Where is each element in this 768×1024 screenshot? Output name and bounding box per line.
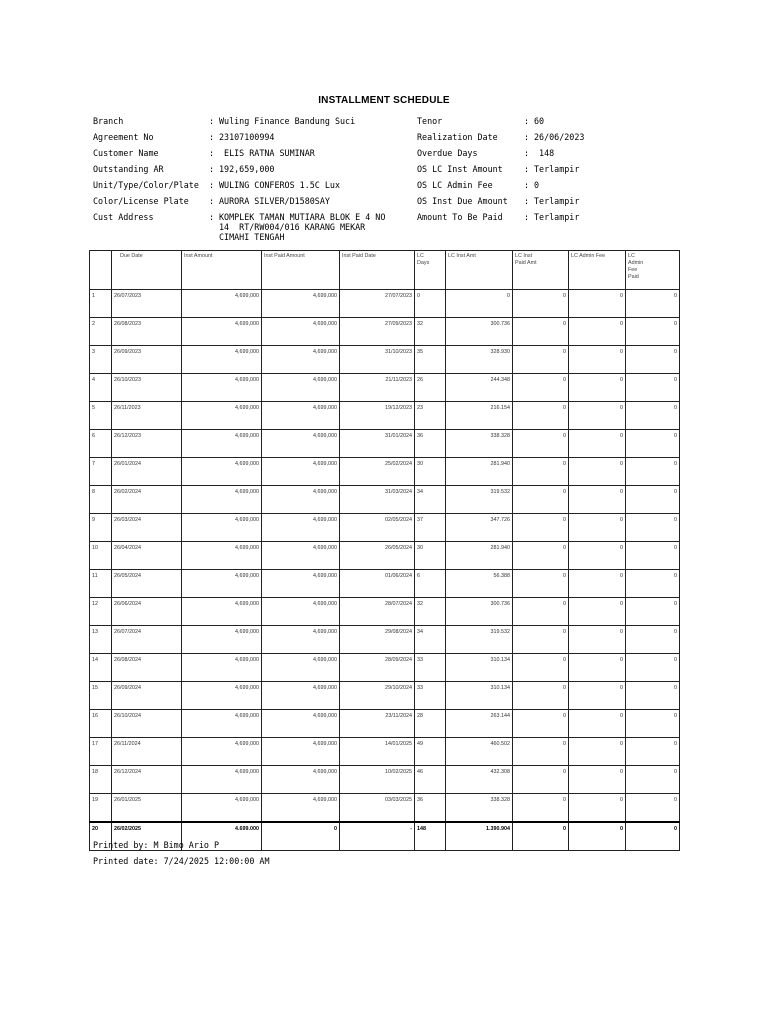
table-cell: 338.328 xyxy=(446,430,513,458)
table-cell: 0 xyxy=(569,794,626,823)
left-label-1: Agreement No xyxy=(93,132,154,142)
table-cell: 0 xyxy=(513,374,569,402)
table-cell: 10/02/2025 xyxy=(340,766,415,794)
left-value-6: KOMPLEK TAMAN MUTIARA BLOK E 4 NO 14 RT/RW004/016 KARANG MEKAR CIMAHI TENGAH xyxy=(219,212,386,242)
table-cell: 0 xyxy=(262,822,340,851)
table-cell: 0 xyxy=(513,738,569,766)
table-cell: 4 xyxy=(90,374,112,402)
table-cell: 4,699,000 xyxy=(262,318,340,346)
table-cell: 32 xyxy=(415,598,446,626)
table-row xyxy=(90,486,680,514)
table-cell: 328.930 xyxy=(446,346,513,374)
right-value-4: 0 xyxy=(534,180,540,190)
right-value-1: 26/06/2023 xyxy=(534,132,585,142)
right-colon-1: : xyxy=(524,132,530,142)
table-cell: 7 xyxy=(90,458,112,486)
table-row xyxy=(90,374,680,402)
table-cell: 0 xyxy=(446,290,513,318)
table-cell: 0 xyxy=(513,570,569,598)
table-cell: 4,699,000 xyxy=(262,402,340,430)
table-cell: 0 xyxy=(513,598,569,626)
left-colon-4: : xyxy=(209,180,215,190)
table-cell: 0 xyxy=(626,290,680,318)
table-cell: 34 xyxy=(415,486,446,514)
table-cell: 0 xyxy=(626,542,680,570)
column-header-4: Inst Paid Date xyxy=(340,251,415,290)
table-cell: 0 xyxy=(513,290,569,318)
table-cell: 5 xyxy=(90,402,112,430)
table-cell: 0 xyxy=(626,514,680,542)
right-colon-5: : xyxy=(524,196,530,206)
table-cell: 26/06/2024 xyxy=(112,598,182,626)
column-header-3: Inst Paid Amount xyxy=(262,251,340,290)
table-cell: 4,699,000 xyxy=(182,318,262,346)
table-cell: 0 xyxy=(513,682,569,710)
table-cell: 0 xyxy=(569,654,626,682)
table-cell: 12 xyxy=(90,598,112,626)
table-cell: 0 xyxy=(626,766,680,794)
table-cell: 0 xyxy=(569,430,626,458)
table-cell: 0 xyxy=(513,458,569,486)
right-label-0: Tenor xyxy=(417,116,443,126)
table-cell: 4,699,000 xyxy=(182,654,262,682)
table-cell: 347.726 xyxy=(446,514,513,542)
column-header-8: LC Admin Fee xyxy=(569,251,626,290)
table-cell: 36 xyxy=(415,430,446,458)
table-cell: 36 xyxy=(415,794,446,823)
table-cell: 31/03/2024 xyxy=(340,486,415,514)
document-title: INSTALLMENT SCHEDULE xyxy=(318,95,450,106)
table-cell: 0 xyxy=(569,318,626,346)
table-row xyxy=(90,542,680,570)
table-cell: 0 xyxy=(569,570,626,598)
table-cell: 4.699.000 xyxy=(182,822,262,851)
table-cell: 27/09/2023 xyxy=(340,318,415,346)
table-row xyxy=(90,794,680,823)
table-cell: 432.308 xyxy=(446,766,513,794)
table-cell: 26/11/2024 xyxy=(112,738,182,766)
table-cell: 4,699,000 xyxy=(262,570,340,598)
table-cell: 0 xyxy=(569,486,626,514)
column-header-0 xyxy=(90,251,112,290)
table-cell: 0 xyxy=(626,346,680,374)
table-cell: 1.390.904 xyxy=(446,822,513,851)
right-colon-2: : xyxy=(524,148,530,158)
table-cell: 23 xyxy=(415,402,446,430)
table-cell: 263.144 xyxy=(446,710,513,738)
table-cell: 14 xyxy=(90,654,112,682)
table-cell: 4,699,000 xyxy=(262,374,340,402)
table-row xyxy=(90,626,680,654)
left-value-3: 192,659,000 xyxy=(219,164,275,174)
installment-schedule-table xyxy=(89,250,680,851)
table-cell: 4,699,000 xyxy=(262,542,340,570)
table-cell: 16 xyxy=(90,710,112,738)
table-cell: 0 xyxy=(513,430,569,458)
table-cell: 0 xyxy=(569,374,626,402)
table-cell: 31/01/2024 xyxy=(340,430,415,458)
table-cell: 4,699,000 xyxy=(262,346,340,374)
table-cell: 33 xyxy=(415,654,446,682)
table-row xyxy=(90,402,680,430)
left-value-2: ELIS RATNA SUMINAR xyxy=(219,148,315,158)
table-row xyxy=(90,570,680,598)
printed-date-label: Printed date: xyxy=(93,856,159,866)
table-cell: 29/10/2024 xyxy=(340,682,415,710)
table-cell: 56.388 xyxy=(446,570,513,598)
table-cell: 4,699,000 xyxy=(182,402,262,430)
table-cell: 0 xyxy=(569,542,626,570)
table-cell: 26/05/2024 xyxy=(340,542,415,570)
table-row xyxy=(90,710,680,738)
table-cell: 460.502 xyxy=(446,738,513,766)
table-cell: 1 xyxy=(90,290,112,318)
table-cell: 148 xyxy=(415,822,446,851)
table-cell: 300.736 xyxy=(446,318,513,346)
left-label-0: Branch xyxy=(93,116,124,126)
column-header-2: Inst Amount xyxy=(182,251,262,290)
table-cell: 0 xyxy=(569,710,626,738)
table-cell: 0 xyxy=(513,654,569,682)
table-cell: 4,699,000 xyxy=(182,738,262,766)
table-cell: 4,699,000 xyxy=(182,290,262,318)
table-cell: 0 xyxy=(513,710,569,738)
table-cell: 3 xyxy=(90,346,112,374)
table-cell: 14/01/2025 xyxy=(340,738,415,766)
table-cell: 4,699,000 xyxy=(182,486,262,514)
table-cell: 0 xyxy=(569,822,626,851)
table-cell: 0 xyxy=(626,374,680,402)
table-cell: 4,699,000 xyxy=(262,514,340,542)
left-colon-3: : xyxy=(209,164,215,174)
table-cell: 0 xyxy=(626,402,680,430)
table-cell: 0 xyxy=(626,822,680,851)
table-cell: 49 xyxy=(415,738,446,766)
table-cell: 4,699,000 xyxy=(262,710,340,738)
table-cell: 8 xyxy=(90,486,112,514)
table-cell: 17 xyxy=(90,738,112,766)
table-cell: 0 xyxy=(513,346,569,374)
left-colon-2: : xyxy=(209,148,215,158)
right-label-1: Realization Date xyxy=(417,132,498,142)
table-cell: 26/07/2023 xyxy=(112,290,182,318)
left-value-0: Wuling Finance Bandung Suci xyxy=(219,116,356,126)
table-cell: 15 xyxy=(90,682,112,710)
table-cell: 0 xyxy=(626,738,680,766)
table-cell: 4,699,000 xyxy=(182,374,262,402)
table-row xyxy=(90,682,680,710)
table-cell: 30 xyxy=(415,458,446,486)
table-cell: 26/02/2024 xyxy=(112,486,182,514)
table-cell: 0 xyxy=(513,626,569,654)
right-value-5: Terlampir xyxy=(534,196,580,206)
table-cell: 0 xyxy=(569,738,626,766)
left-value-5: AURORA SILVER/D1580SAY xyxy=(219,196,330,206)
right-label-4: OS LC Admin Fee xyxy=(417,180,493,190)
right-value-2: 148 xyxy=(534,148,555,158)
table-cell: 26/11/2023 xyxy=(112,402,182,430)
table-cell: 0 xyxy=(569,626,626,654)
table-cell: 0 xyxy=(569,290,626,318)
table-cell: - xyxy=(340,822,415,851)
right-colon-4: : xyxy=(524,180,530,190)
table-cell: 0 xyxy=(626,794,680,823)
table-cell: 21/11/2023 xyxy=(340,374,415,402)
printed-by-label: Printed by: xyxy=(93,840,149,850)
table-cell: 4,699,000 xyxy=(182,766,262,794)
left-label-4: Unit/Type/Color/Plate xyxy=(93,180,199,190)
table-cell: 216.154 xyxy=(446,402,513,430)
table-cell: 338.328 xyxy=(446,794,513,823)
table-cell: 0 xyxy=(626,598,680,626)
table-row xyxy=(90,766,680,794)
table-cell: 4,699,000 xyxy=(182,514,262,542)
table-cell: 32 xyxy=(415,318,446,346)
table-cell: 26/07/2024 xyxy=(112,626,182,654)
table-cell: 0 xyxy=(569,682,626,710)
table-cell: 28/09/2024 xyxy=(340,654,415,682)
table-cell: 4,699,000 xyxy=(262,738,340,766)
table-cell: 03/03/2025 xyxy=(340,794,415,823)
table-cell: 4,699,000 xyxy=(182,542,262,570)
column-header-9: LC Admin Fee Paid xyxy=(626,251,680,290)
table-cell: 46 xyxy=(415,766,446,794)
table-cell: 0 xyxy=(569,598,626,626)
table-cell: 4,699,000 xyxy=(262,626,340,654)
table-cell: 0 xyxy=(513,794,569,823)
table-cell: 27/07/2023 xyxy=(340,290,415,318)
table-cell: 4,699,000 xyxy=(262,794,340,823)
left-label-6: Cust Address xyxy=(93,212,154,222)
table-cell: 4,699,000 xyxy=(262,458,340,486)
table-cell: 18 xyxy=(90,766,112,794)
table-cell: 25/02/2024 xyxy=(340,458,415,486)
right-label-3: OS LC Inst Amount xyxy=(417,164,503,174)
table-cell: 26/01/2025 xyxy=(112,794,182,823)
right-value-6: Terlampir xyxy=(534,212,580,222)
table-cell: 28 xyxy=(415,710,446,738)
table-cell: 9 xyxy=(90,514,112,542)
table-row xyxy=(90,318,680,346)
table-cell: 19/12/2023 xyxy=(340,402,415,430)
right-colon-3: : xyxy=(524,164,530,174)
table-cell: 0 xyxy=(569,458,626,486)
table-cell: 2 xyxy=(90,318,112,346)
table-cell: 19 xyxy=(90,794,112,823)
table-row xyxy=(90,458,680,486)
table-row xyxy=(90,290,680,318)
table-cell: 4,699,000 xyxy=(182,710,262,738)
table-cell: 0 xyxy=(513,514,569,542)
table-cell: 0 xyxy=(626,682,680,710)
left-colon-1: : xyxy=(209,132,215,142)
table-cell: 26/09/2023 xyxy=(112,346,182,374)
table-row xyxy=(90,598,680,626)
left-label-2: Customer Name xyxy=(93,148,159,158)
table-cell: 0 xyxy=(626,626,680,654)
column-header-6: LC Inst Amt xyxy=(446,251,513,290)
table-cell: 26/05/2024 xyxy=(112,570,182,598)
table-row xyxy=(90,430,680,458)
table-cell: 6 xyxy=(415,570,446,598)
table-row xyxy=(90,346,680,374)
table-cell: 6 xyxy=(90,430,112,458)
table-cell: 310.134 xyxy=(446,654,513,682)
table-cell: 28/07/2024 xyxy=(340,598,415,626)
right-value-3: Terlampir xyxy=(534,164,580,174)
printed-by-line xyxy=(93,840,219,850)
table-cell: 4,699,000 xyxy=(182,598,262,626)
table-cell: 4,699,000 xyxy=(182,794,262,823)
table-cell: 26 xyxy=(415,374,446,402)
table-cell: 0 xyxy=(569,402,626,430)
table-cell: 26/03/2024 xyxy=(112,514,182,542)
table-cell: 01/06/2024 xyxy=(340,570,415,598)
table-row xyxy=(90,514,680,542)
table-cell: 0 xyxy=(626,318,680,346)
printed-date-line xyxy=(93,856,270,866)
table-row xyxy=(90,654,680,682)
table-cell: 26/10/2024 xyxy=(112,710,182,738)
table-cell: 4,699,000 xyxy=(182,346,262,374)
column-header-7: LC Inst Paid Amt xyxy=(513,251,569,290)
table-cell: 0 xyxy=(569,346,626,374)
table-cell: 300.736 xyxy=(446,598,513,626)
left-label-5: Color/License Plate xyxy=(93,196,189,206)
table-cell: 11 xyxy=(90,570,112,598)
table-cell: 20 xyxy=(90,822,112,851)
table-cell: 4,699,000 xyxy=(262,766,340,794)
table-cell: 0 xyxy=(626,710,680,738)
column-header-5: LC Days xyxy=(415,251,446,290)
left-label-3: Outstanding AR xyxy=(93,164,164,174)
left-colon-0: : xyxy=(209,116,215,126)
table-cell: 4,699,000 xyxy=(262,654,340,682)
table-cell: 0 xyxy=(513,486,569,514)
table-cell: 26/08/2024 xyxy=(112,654,182,682)
table-cell: 33 xyxy=(415,682,446,710)
left-colon-5: : xyxy=(209,196,215,206)
table-cell: 26/10/2023 xyxy=(112,374,182,402)
right-label-5: OS Inst Due Amount xyxy=(417,196,508,206)
right-value-0: 60 xyxy=(534,116,545,126)
table-cell: 0 xyxy=(513,822,569,851)
table-cell: 31/10/2023 xyxy=(340,346,415,374)
table-cell: 4,699,000 xyxy=(262,598,340,626)
table-cell: 4,699,000 xyxy=(182,458,262,486)
table-cell: 37 xyxy=(415,514,446,542)
table-cell: 26/09/2024 xyxy=(112,682,182,710)
table-cell: 26/01/2024 xyxy=(112,458,182,486)
table-cell: 4,699,000 xyxy=(182,430,262,458)
table-cell: 0 xyxy=(513,766,569,794)
table-cell: 281.940 xyxy=(446,542,513,570)
table-cell: 0 xyxy=(569,766,626,794)
table-cell: 10 xyxy=(90,542,112,570)
table-cell: 0 xyxy=(626,486,680,514)
table-cell: 26/08/2023 xyxy=(112,318,182,346)
table-cell: 0 xyxy=(626,430,680,458)
right-colon-0: : xyxy=(524,116,530,126)
table-cell: 26/02/2025 xyxy=(112,822,182,851)
table-cell: 13 xyxy=(90,626,112,654)
table-cell: 4,699,000 xyxy=(182,626,262,654)
table-cell: 30 xyxy=(415,542,446,570)
right-label-6: Amount To Be Paid xyxy=(417,212,503,222)
table-body xyxy=(90,290,680,851)
printed-date-value: 7/24/2025 12:00:00 AM xyxy=(163,856,270,866)
table-cell: 0 xyxy=(513,318,569,346)
table-cell: 281.940 xyxy=(446,458,513,486)
table-cell: 29/08/2024 xyxy=(340,626,415,654)
table-cell: 0 xyxy=(626,570,680,598)
table-cell: 319.532 xyxy=(446,486,513,514)
table-cell: 26/12/2023 xyxy=(112,430,182,458)
table-cell: 0 xyxy=(415,290,446,318)
table-cell: 310.134 xyxy=(446,682,513,710)
table-cell: 26/12/2024 xyxy=(112,766,182,794)
table-header-row xyxy=(90,251,680,290)
table-cell: 0 xyxy=(569,514,626,542)
left-colon-6: : xyxy=(209,212,215,222)
table-cell: 244.348 xyxy=(446,374,513,402)
table-cell: 0 xyxy=(513,402,569,430)
table-cell: 02/05/2024 xyxy=(340,514,415,542)
printed-by-value: M Bimo Ario P xyxy=(153,840,220,850)
table-cell: 26/04/2024 xyxy=(112,542,182,570)
table-cell: 35 xyxy=(415,346,446,374)
table-cell: 4,699,000 xyxy=(182,682,262,710)
table-cell: 4,699,000 xyxy=(262,486,340,514)
table-cell: 0 xyxy=(513,542,569,570)
table-cell: 4,699,000 xyxy=(262,290,340,318)
table-cell: 4,699,000 xyxy=(262,430,340,458)
column-header-1: Due Date xyxy=(112,251,182,290)
table-cell: 4,699,000 xyxy=(182,570,262,598)
table-row xyxy=(90,738,680,766)
table-cell: 4,699,000 xyxy=(262,682,340,710)
left-value-1: 23107100994 xyxy=(219,132,275,142)
table-cell: 23/11/2024 xyxy=(340,710,415,738)
right-colon-6: : xyxy=(524,212,530,222)
left-value-4: WULING CONFEROS 1.5C Lux xyxy=(219,180,341,190)
table-cell: 319.532 xyxy=(446,626,513,654)
table-cell: 0 xyxy=(626,654,680,682)
table-cell: 34 xyxy=(415,626,446,654)
table-cell: 0 xyxy=(626,458,680,486)
right-label-2: Overdue Days xyxy=(417,148,478,158)
